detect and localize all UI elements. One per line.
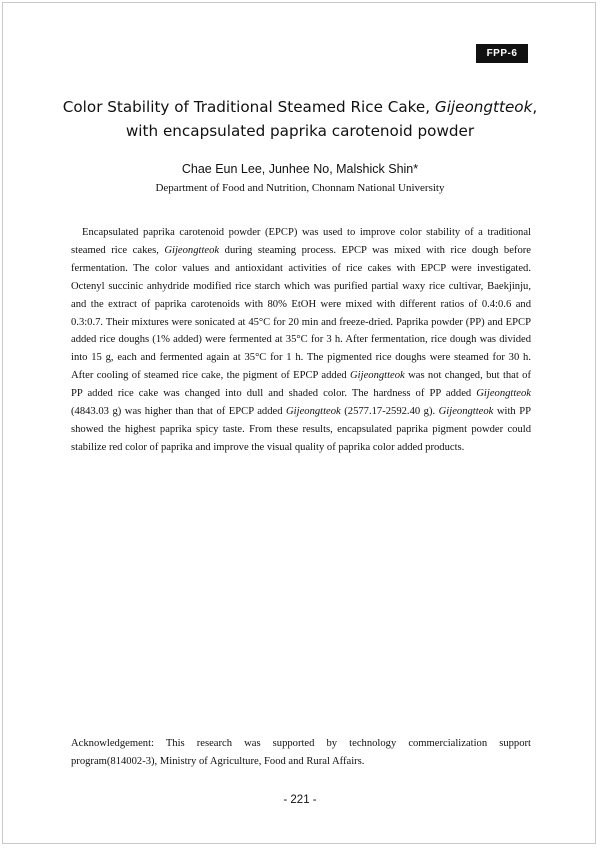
abstract-text: (2577.17-2592.40 g). — [340, 406, 439, 418]
authors: Chae Eun Lee, Junhee No, Malshick Shin* — [181, 162, 419, 176]
abstract-paragraph — [71, 224, 531, 457]
abstract-text: (4843.03 g) was higher than that of EPCP added — [71, 406, 287, 418]
paper-title — [40, 95, 560, 143]
title-line-2: with encapsulated paprika carotenoid powder — [125, 122, 475, 140]
abstract-text: with PP showed the highest paprika spicy taste. From these results, encapsulated paprika pigment powder could stabilize red color of paprika and improve the visual quality of paprika color added products. — [71, 406, 531, 453]
abstract-italic-term: Gijeongtteok — [476, 388, 531, 400]
abstract-italic-term: Gijeongtteok — [164, 244, 220, 256]
title-line-1 — [40, 95, 560, 119]
acknowledgement: Acknowledgement: This research was supported by technology commercialization support program(814002-3), Ministry of Agriculture, Food and Rural Affairs. — [71, 738, 531, 767]
abstract-text: during steaming process. EPCP was mixed with rice dough before fermentation. The color values and antioxidant activities of rice cakes with EPCP were investigated. Octenyl succinic anhydride modified rice starch which was purified partial waxy rice cultivar, Baekjinju, and the extract of paprika carotenoids with 80% EtOH were mixed with different ratios of 0.4:0.6 and 0.3:0.7. Their mixtures were sonicated at 45°C for 20 min and freeze-dried. Paprika powder (PP) and EPCP added rice doughs (1% added) were fermented at 35°C for 3 h. After fermentation, rice dough was divided into 15 g, each and fermented again at 35°C for 1 h. The pigmented rice doughs were steamed for 30 h. After cooling of steamed rice cake, the pigment of EPCP added — [71, 244, 531, 382]
abstract-text: Encapsulated paprika carotenoid powder (EPCP) was used to improve color stability of a traditional steamed rice cakes, — [71, 227, 531, 256]
abstract-text: was not changed, but that of PP added rice cake was changed into dull and shaded color. The hardness of PP added — [71, 370, 531, 400]
session-badge: FPP-6 — [476, 44, 528, 63]
affiliation: Department of Food and Nutrition, Chonnam National University — [155, 182, 445, 194]
title-text-1: Color Stability of Traditional Steamed Rice Cake, — [62, 98, 435, 116]
title-italic-term: Gijeongtteok — [434, 98, 533, 116]
title-comma: , — [532, 98, 538, 116]
page-number: - 221 - — [283, 794, 317, 806]
abstract-italic-term: Gijeongtteok — [350, 370, 405, 382]
abstract-italic-term: Gijeongtteok — [286, 406, 341, 418]
abstract-italic-term: Gijeongtteok — [438, 406, 494, 418]
